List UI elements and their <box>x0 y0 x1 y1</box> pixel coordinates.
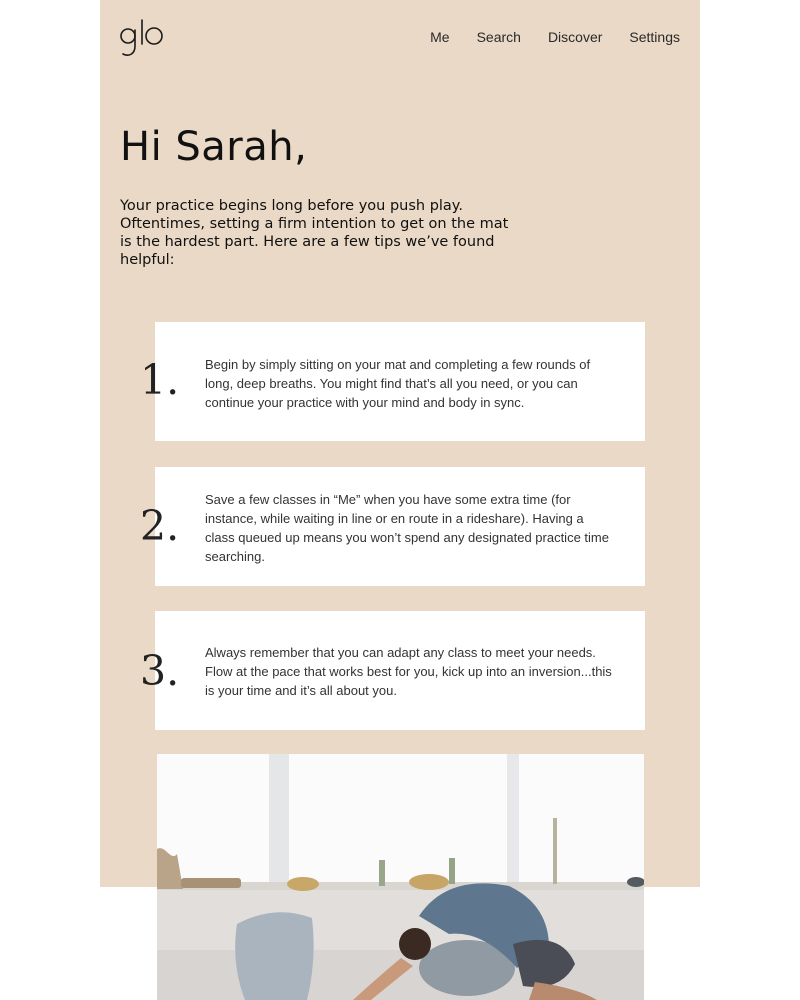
tip-text: Always remember that you can adapt any class to meet your needs. Flow at the pace that works best for you, kick up into an inversion...this is your time and it’s all about you. <box>205 645 612 698</box>
top-nav <box>430 29 680 45</box>
greeting-heading: Hi Sarah, <box>120 124 308 170</box>
tip-card-3 <box>140 611 645 730</box>
tip-text: Save a few classes in “Me” when you have some extra time (for instance, while waiting in line or en route in a rideshare). Having a class queued up means you won’t spend any designated practice time searching. <box>205 492 609 564</box>
nav-search[interactable]: Search <box>476 29 521 45</box>
tip-number: 1. <box>140 356 180 404</box>
tip-number: 2. <box>140 502 180 550</box>
tip-card-2 <box>140 467 645 586</box>
intro-paragraph: Your practice begins long before you push play. Oftentimes, setting a firm intention to get on the mat is the hardest part. Here are a few tips we’ve found helpful: <box>120 198 509 268</box>
nav-discover[interactable]: Discover <box>547 29 603 45</box>
glo-logo[interactable] <box>118 14 166 62</box>
tip-text: Begin by simply sitting on your mat and completing a few rounds of long, deep breaths. You might find that’s all you need, or you can continue your practice with your mind and body in sync. <box>205 357 591 410</box>
tip-card-1 <box>140 322 645 441</box>
nav-settings[interactable]: Settings <box>629 29 680 45</box>
nav-me[interactable]: Me <box>430 29 450 45</box>
yoga-photo <box>157 754 644 1000</box>
tip-number: 3. <box>140 647 180 695</box>
